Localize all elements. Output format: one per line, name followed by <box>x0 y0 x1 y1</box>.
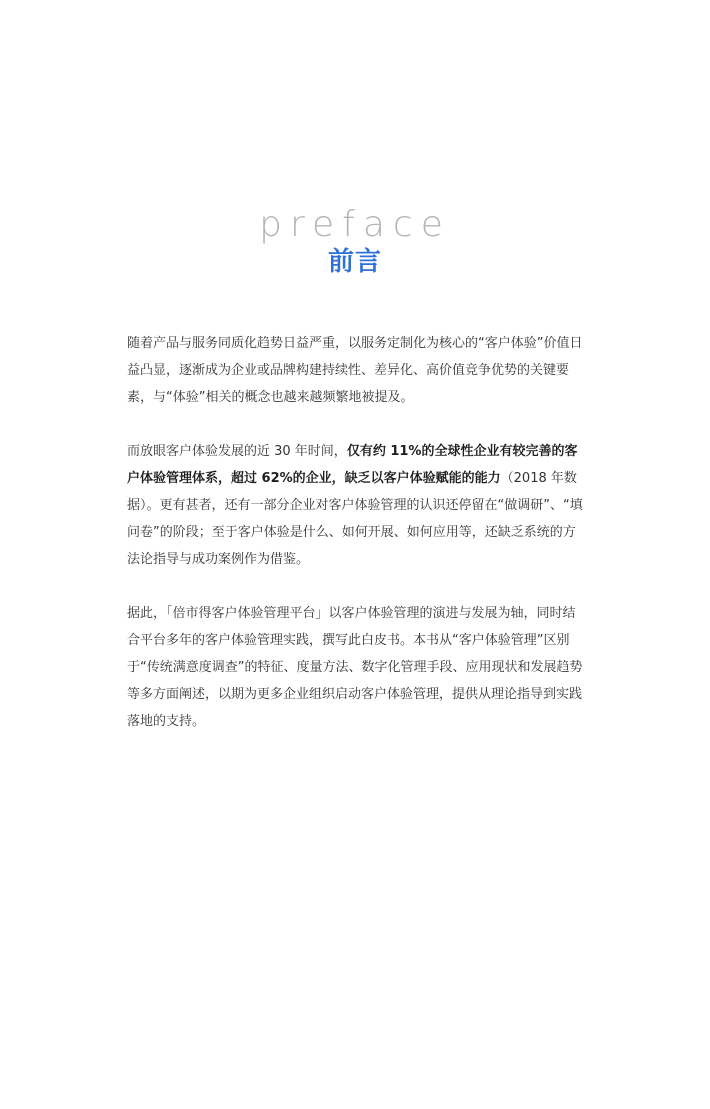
paragraph-2 <box>127 438 587 573</box>
preface-body <box>127 330 587 735</box>
paragraph-2-highlight: 仅有约 11%的全球性企业有较完善的客户体验管理体系，超过 62%的企业，缺乏以客户体验赋能的能力 <box>127 444 578 486</box>
preface-heading-chinese: 前言 <box>327 247 382 277</box>
paragraph-1: 随着产品与服务同质化趋势日益严重，以服务定制化为核心的“客户体验”价值日益凸显，逐渐成为企业或品牌构建持续性、差异化、高价值竞争优势的关键要素，与“体验”相关的概念也越来越频繁地被提及。 <box>127 336 583 405</box>
paragraph-3: 据此，「倍市得客户体验管理平台」以客户体验管理的演进与发展为轴，同时结合平台多年的客户体验管理实践，撰写此白皮书。本书从“客户体验管理”区别于“传统满意度调查”的特征、度量方法、数字化管理手段、应用现状和发展趋势等多方面阐述，以期为更多企业组织启动客户体验管理，提供从理论指导到实践落地的支持。 <box>127 606 583 729</box>
preface-heading-english: preface <box>259 204 451 245</box>
paragraph-2-rest: （2018 年数据）。更有甚者，还有一部分企业对客户体验管理的认识还停留在“做调研”、“填问卷”的阶段；至于客户体验是什么、如何开展、如何应用等，还缺乏系统的方法论指导与成功案例作为借鉴。 <box>127 471 583 567</box>
paragraph-2-intro: 而放眼客户体验发展的近 30 年时间， <box>127 444 347 459</box>
